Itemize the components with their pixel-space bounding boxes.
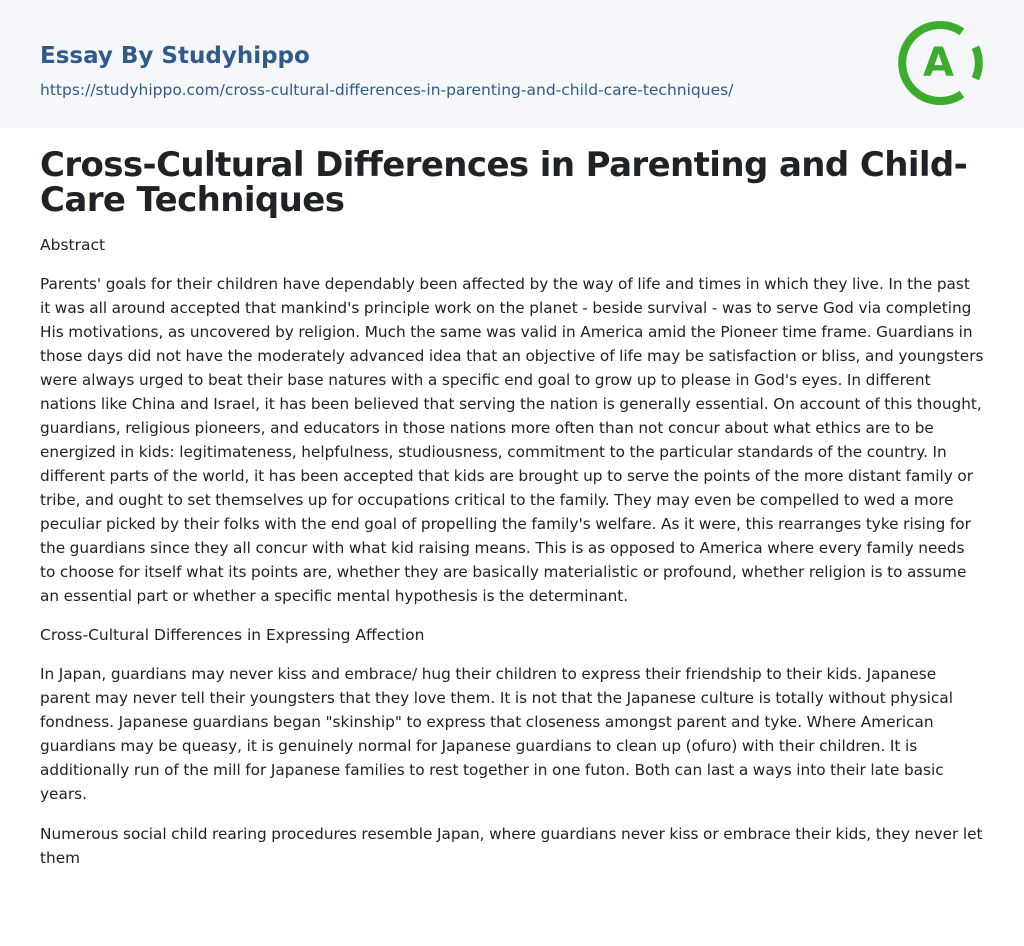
section-subheading: Cross-Cultural Differences in Expressing Affection xyxy=(40,626,425,644)
studyhippo-logo[interactable] xyxy=(898,20,984,106)
article xyxy=(0,128,1024,870)
article-paragraph: Numerous social child rearing procedures resemble Japan, where guardians never kiss or embrace their kids, they never let them xyxy=(40,825,983,867)
abstract-label: Abstract xyxy=(40,236,106,254)
page-header xyxy=(0,0,1024,128)
article-paragraph: Parents' goals for their children have dependably been affected by the way of life and times in which they live. In the past it was all around accepted that mankind's principle work on the planet - beside survival - was to serve God via completing His motivations, as uncovered by religion. Much the same was valid in America amid the Pioneer time frame. Guardians in those days did not have the moderately advanced idea that an objective of life may be satisfaction or bliss, and youngsters were always urged to beat their base natures with a specific end goal to grow up to please in God's eyes. In different nations like China and Israel, it has been believed that serving the nation is generally essential. On account of this thought, guardians, religious pioneers, and educators in those nations more often than not concur about what ethics are to be energized in kids: legitimateness, helpfulness, studiousness, commitment to the particular standards of the country. In different parts of the world, it has been accepted that kids are brought up to serve the points of the more distant family or tribe, and ought to set themselves up for occupations critical to the family. They may even be compelled to wed a more peculiar picked by their folks with the end goal of propelling the family's welfare. As it were, this rearranges tyke rising for the guardians since they all concur with what kid raising means. This is as opposed to America where every family needs to choose for itself what its points are, whether they are basically materialistic or profound, whether religion is to assume an essential part or whether a specific mental hypothesis is the determinant. xyxy=(40,275,984,605)
logo-icon xyxy=(898,20,984,106)
site-brand[interactable]: Essay By Studyhippo xyxy=(40,43,310,69)
source-url-link[interactable]: https://studyhippo.com/cross-cultural-differences-in-parenting-and-child-care-techniques/ xyxy=(40,81,734,99)
article-paragraph: In Japan, guardians may never kiss and embrace/ hug their children to express their friendship to their kids. Japanese parent may never tell their youngsters that they love them. It is not that the Japanese culture is totally without physical fondness. Japanese guardians began "skinship" to express that closeness amongst parent and tyke. Where American guardians may be queasy, it is genuinely normal for Japanese guardians to clean up (ofuro) with their children. It is additionally run of the mill for Japanese families to rest together in one futon. Both can last a ways into their late basic years. xyxy=(40,665,953,803)
article-title: Cross-Cultural Differences in Parenting and Child-Care Techniques xyxy=(40,145,968,220)
logo-letter: A xyxy=(923,40,954,86)
